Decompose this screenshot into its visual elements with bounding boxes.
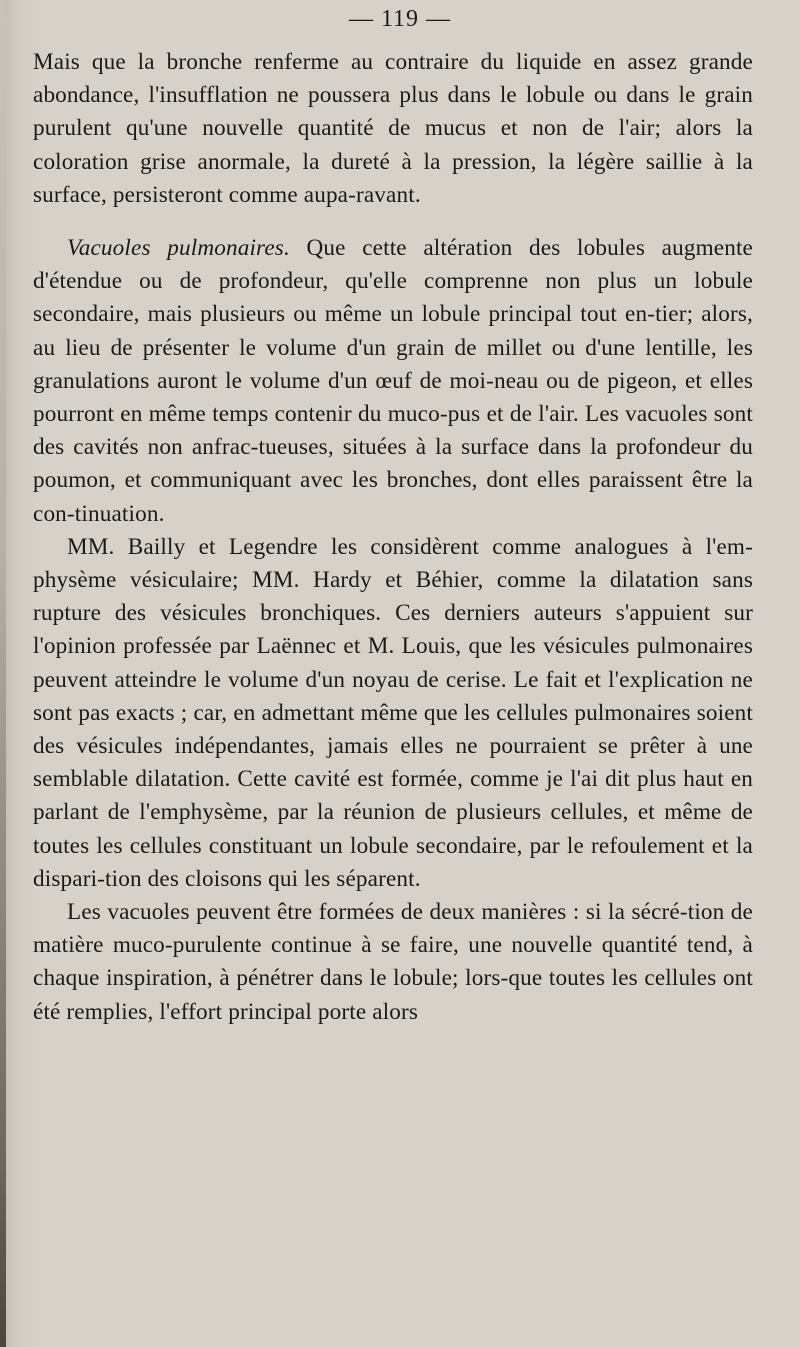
body-text bbox=[33, 46, 753, 1029]
paragraph-insufflation: Mais que la bronche renferme au contraire du liquide en assez grande abondance, l'insufflation ne poussera plus dans le lobule ou dans le grain purulent qu'une nouvelle quantité de mucus et non de l'air; alors la coloration grise anormale, la dureté à la pression, la légère saillie à la surface, persisteront comme aupa-ravant. bbox=[33, 49, 753, 208]
paragraph-vacuoles-intro bbox=[33, 232, 753, 531]
page-binding-edge bbox=[0, 0, 6, 1347]
paragraph-formation: Les vacuoles peuvent être formées de deux manières : si la sécré-tion de matière muco-purulente continue à se faire, une nouvelle quantité tend, à chaque inspiration, à pénétrer dans le lobule; lors-que toutes les cellules ont été remplies, l'effort principal porte alors bbox=[33, 899, 753, 1025]
section-heading-vacuoles: Vacuoles pulmonaires. bbox=[67, 235, 290, 262]
page-number: — 119 — bbox=[348, 6, 452, 32]
paragraph-authors: MM. Bailly et Legendre les considèrent comme analogues à l'em-physème vésiculaire; MM. Hardy et Béhier, comme la dilatation sans rupture des vésicules bronchiques. Ces derniers auteurs s'appuient sur l'opinion professée par Laënnec et M. Louis, que les vésicules pulmonaires peuvent atteindre le volume d'un noyau de cerise. Le fait et l'explication ne sont pas exacts ; car, en admettant même que les cellules pulmonaires soient des vésicules indépendantes, jamais elles ne pourraient se prêter à une semblable dilatation. Cette cavité est formée, comme je l'ai dit plus haut en parlant de l'emphysème, par la réunion de plusieurs cellules, et même de toutes les cellules constituant un lobule secondaire, par le refoulement et la dispari-tion des cloisons qui les séparent. bbox=[33, 533, 753, 892]
paragraph-vacuoles-body: Que cette altération des lobules augmente d'étendue ou de profondeur, qu'elle comprenne non plus un lobule secondaire, mais plusieurs ou même un lobule principal tout en-tier; alors, au lieu de présenter le volume d'un grain de millet ou d'une lentille, les granulations auront le volume d'un œuf de moi-neau ou de pigeon, et elles pourront en même temps contenir du muco-pus et de l'air. Les vacuoles sont des cavités non anfrac-tueuses, situées à la surface dans la profondeur du poumon, et communiquant avec les bronches, dont elles paraissent être la con-tinuation. bbox=[33, 235, 753, 527]
